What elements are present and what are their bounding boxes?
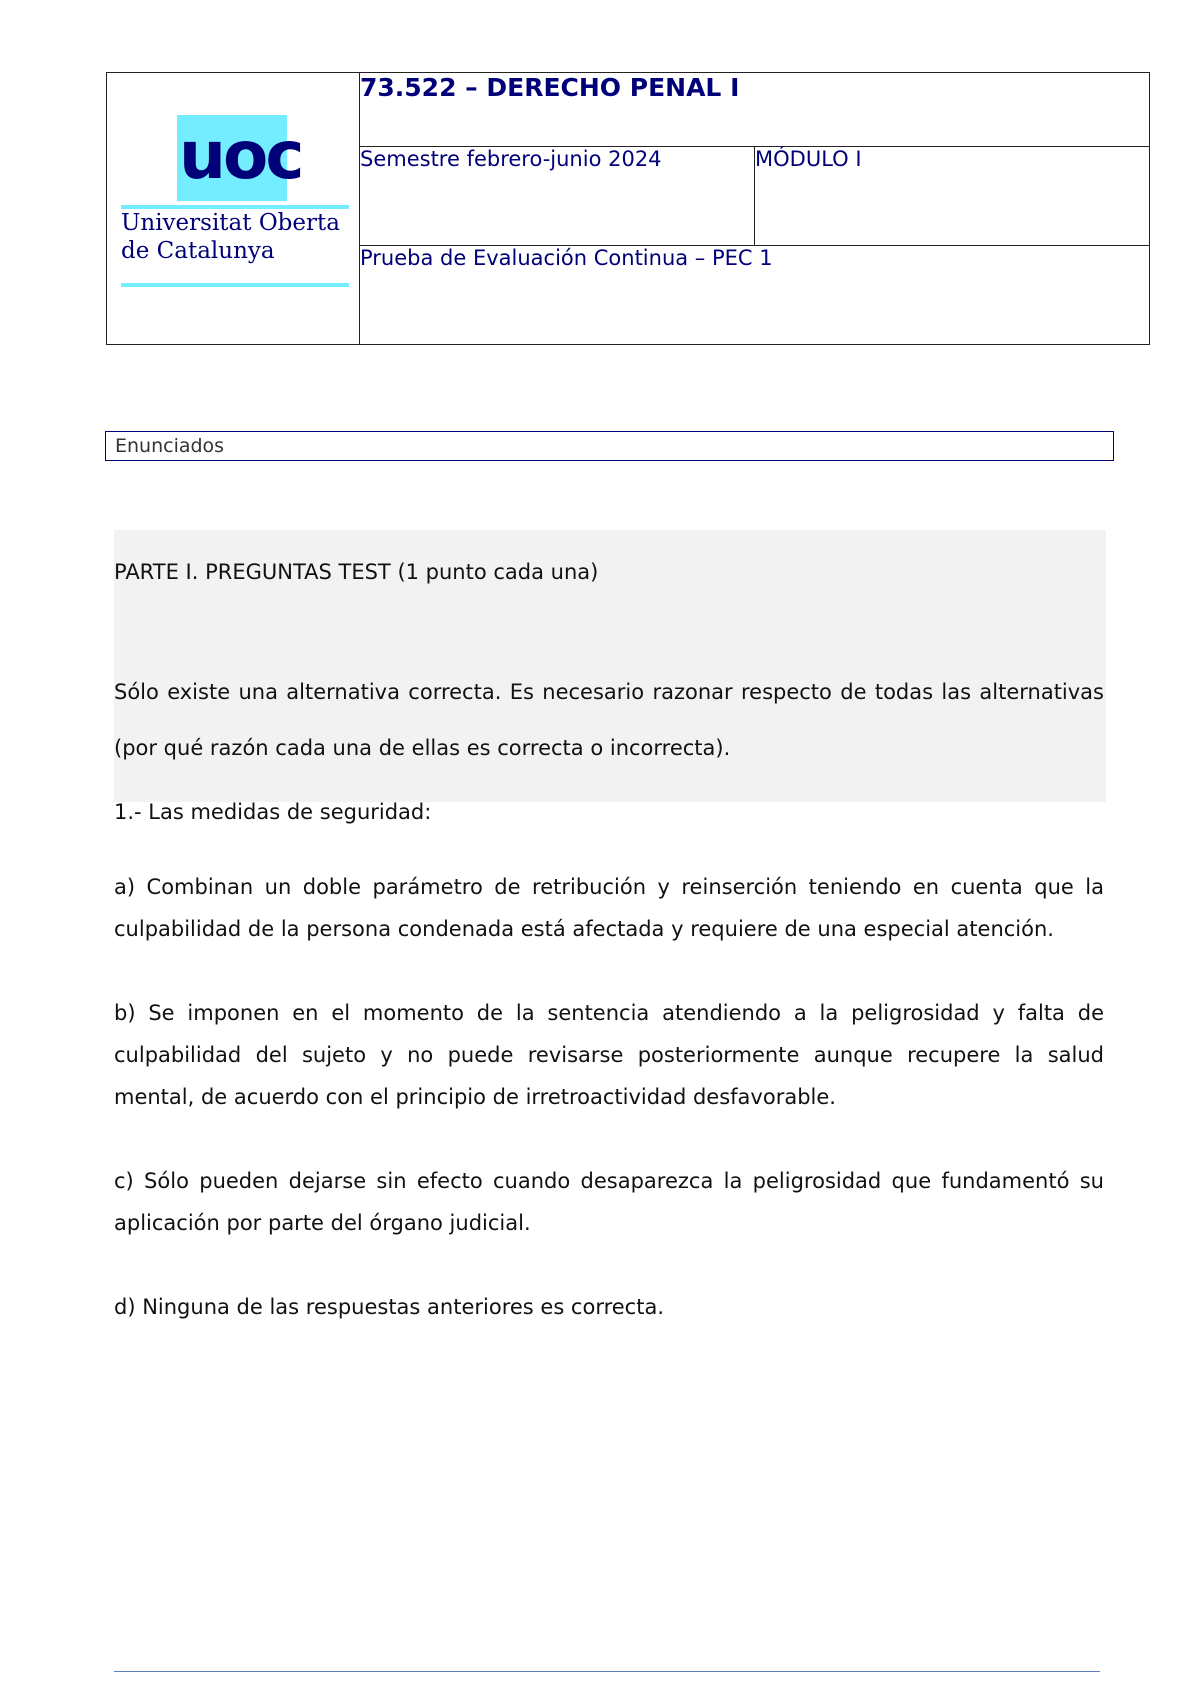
option-a: a) Combinan un doble parámetro de retribución y reinserción teniendo en cuenta que la culpabilidad de la persona condenada está afectada y requiere de una especial atención.: [114, 875, 1104, 941]
question-1: [114, 800, 1104, 1328]
enunciados-box: Enunciados: [105, 431, 1114, 461]
module-label: MÓDULO I: [755, 147, 1150, 246]
section-title: PARTE I. PREGUNTAS TEST (1 punto cada una): [114, 560, 599, 584]
uoc-logo-mark: uoc: [177, 115, 287, 201]
logo-cell: [107, 73, 360, 345]
uoc-logo: [107, 73, 359, 343]
option-d: d) Ninguna de las respuestas anteriores es correcta.: [114, 1295, 665, 1319]
header-table: [106, 72, 1150, 345]
instructions-block: [114, 530, 1106, 802]
logo-university-name: Universitat Oberta de Catalunya: [121, 210, 340, 264]
question-title: 1.- Las medidas de seguridad:: [114, 800, 432, 824]
option-c: c) Sólo pueden dejarse sin efecto cuando desaparezca la peligrosidad que fundamentó su aplicación por parte del órgano judicial.: [114, 1169, 1104, 1235]
instructions-text: Sólo existe una alternativa correcta. Es necesario razonar respecto de todas las alternativas (por qué razón cada una de ellas es correcta o incorrecta).: [114, 680, 1104, 760]
test-name: Prueba de Evaluación Continua – PEC 1: [360, 246, 1150, 345]
logo-divider: [121, 283, 349, 287]
course-title: 73.522 – DERECHO PENAL I: [360, 73, 1150, 147]
footer-divider: [114, 1671, 1100, 1672]
option-b: b) Se imponen en el momento de la sentencia atendiendo a la peligrosidad y falta de culpabilidad del sujeto y no puede revisarse posteriormente aunque recupere la salud mental, de acuerdo con el principio de irretroactividad desfavorable.: [114, 1001, 1104, 1109]
semester-label: Semestre febrero-junio 2024: [360, 147, 755, 246]
